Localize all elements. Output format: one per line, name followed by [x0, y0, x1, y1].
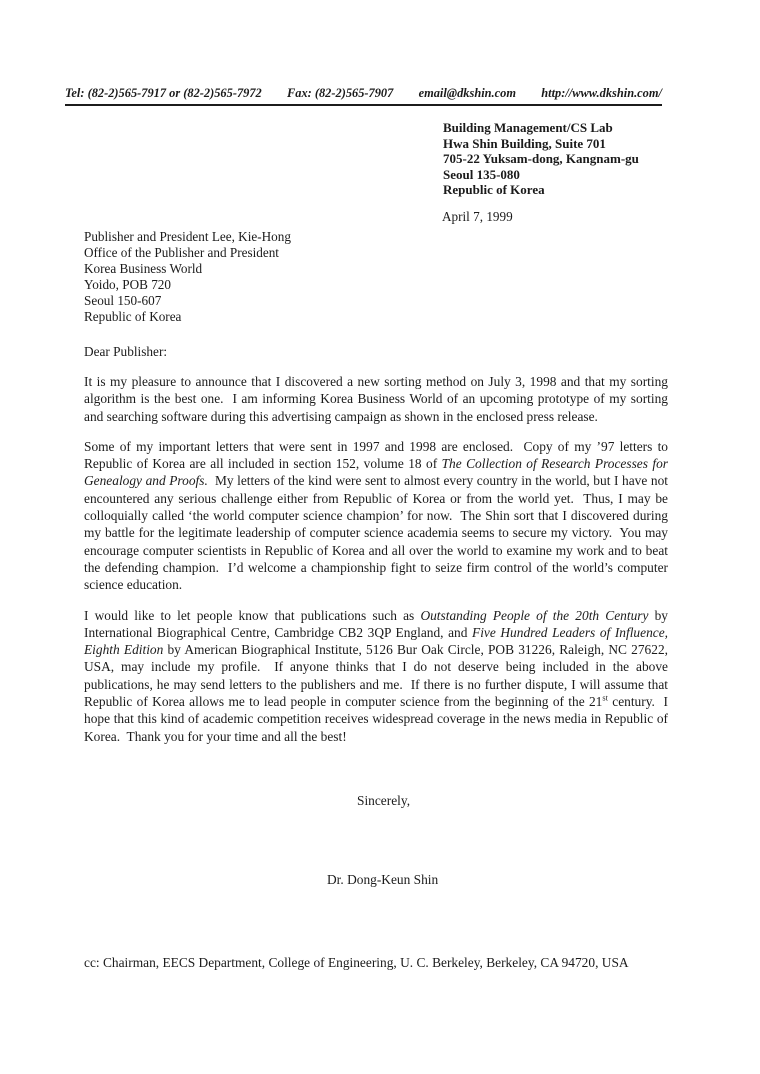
cc-line: cc: Chairman, EECS Department, College of Engineering, U. C. Berkeley, Berkeley, CA 94720, USA: [84, 955, 629, 970]
text-run: by American Biographical Institute, 5126 Bur Oak Circle, POB 31226, Raleigh, NC 27622, USA, may include my profile. If anyone thinks that I do not deserve being included in the above publications, he may send letters to the publishers and me. If there is no further dispute, I will assume that Republic of Korea allows me to lead people in computer science from the beginning of the 21: [84, 642, 672, 710]
superscript-text: st: [602, 693, 608, 703]
address-line: Korea Business World: [84, 260, 203, 276]
letter-date: April 7, 1999: [442, 209, 513, 224]
paragraph-3: [84, 607, 672, 745]
address-line: Building Management/CS Lab: [443, 120, 613, 135]
text-run: by International Biographical Centre, Cambridge CB2 3QP England, and: [84, 607, 672, 640]
address-line: Office of the Publisher and President: [84, 244, 279, 260]
address-line: 705-22 Yuksam-dong, Kangnam-gu: [443, 151, 639, 167]
address-line: Yoido, POB 720: [84, 276, 171, 292]
address-line: Republic of Korea: [84, 308, 182, 324]
paragraph-2: [84, 438, 672, 594]
text-run: My letters of the kind were sent to almost every country in the world, but I have not encountered any serious challenge either from Republic of Korea or from the world yet. Thus, I may be colloquially called ‘the world computer science champion’ for now. The Shin sort that I discovered during my battle for the legitimate leadership of computer science academia seems to secure my victory. You may encourage computer scientists in Republic of Korea and all over the world to examine my work and to beat the defending champion. I’d welcome a championship fight to seize firm control of the world’s computer science education.: [84, 473, 672, 593]
contact-header: [65, 86, 662, 106]
closing-sincerely: Sincerely,: [357, 793, 411, 808]
address-line: Seoul 150-607: [84, 292, 162, 308]
italic-text: Outstanding People of the 20th Century: [420, 607, 649, 623]
contact-website: http://www.dkshin.com/: [541, 86, 662, 100]
paragraph-1: [84, 373, 672, 425]
contact-fax: Fax: (82-2)565-7907: [286, 86, 394, 100]
salutation: Dear Publisher:: [84, 344, 168, 359]
text-run: It is my pleasure to announce that I discovered a new sorting method on July 3, 1998 and that my sorting algorithm is the best one. I am informing Korea Business World of an upcoming prototype of my sorting and searching software during this advertising campaign as shown in the enclosed press release.: [84, 374, 672, 424]
text-run: century. I hope that this kind of academic competition receives widespread coverage in the news media in Republic of Korea. Thank you for your time and all the best!: [84, 694, 672, 744]
italic-text: The Collection of Research Processes for Genealogy and Proofs.: [84, 456, 672, 489]
address-line: Republic of Korea: [443, 182, 545, 198]
text-run: Some of my important letters that were sent in 1997 and 1998 are enclosed. Copy of my ’97 letters to Republic of Korea are all included in section 152, volume 18 of: [84, 438, 672, 472]
address-line: Hwa Shin Building, Suite 701: [443, 135, 606, 151]
address-line: Seoul 135-080: [443, 166, 520, 182]
text-run: I would like to let people know that publications such as: [84, 607, 421, 623]
letter-body: [84, 373, 672, 758]
contact-email: email@dkshin.com: [418, 86, 516, 100]
address-line: Publisher and President Lee, Kie-Hong: [84, 229, 291, 244]
sender-address-block: [443, 120, 639, 198]
italic-text: Five Hundred Leaders of Influence, Eighth Edition: [84, 624, 672, 658]
signature-name: Dr. Dong-Keun Shin: [327, 872, 439, 887]
recipient-address-block: [84, 229, 291, 324]
contact-tel: Tel: (82-2)565-7917 or (82-2)565-7972: [65, 86, 262, 100]
